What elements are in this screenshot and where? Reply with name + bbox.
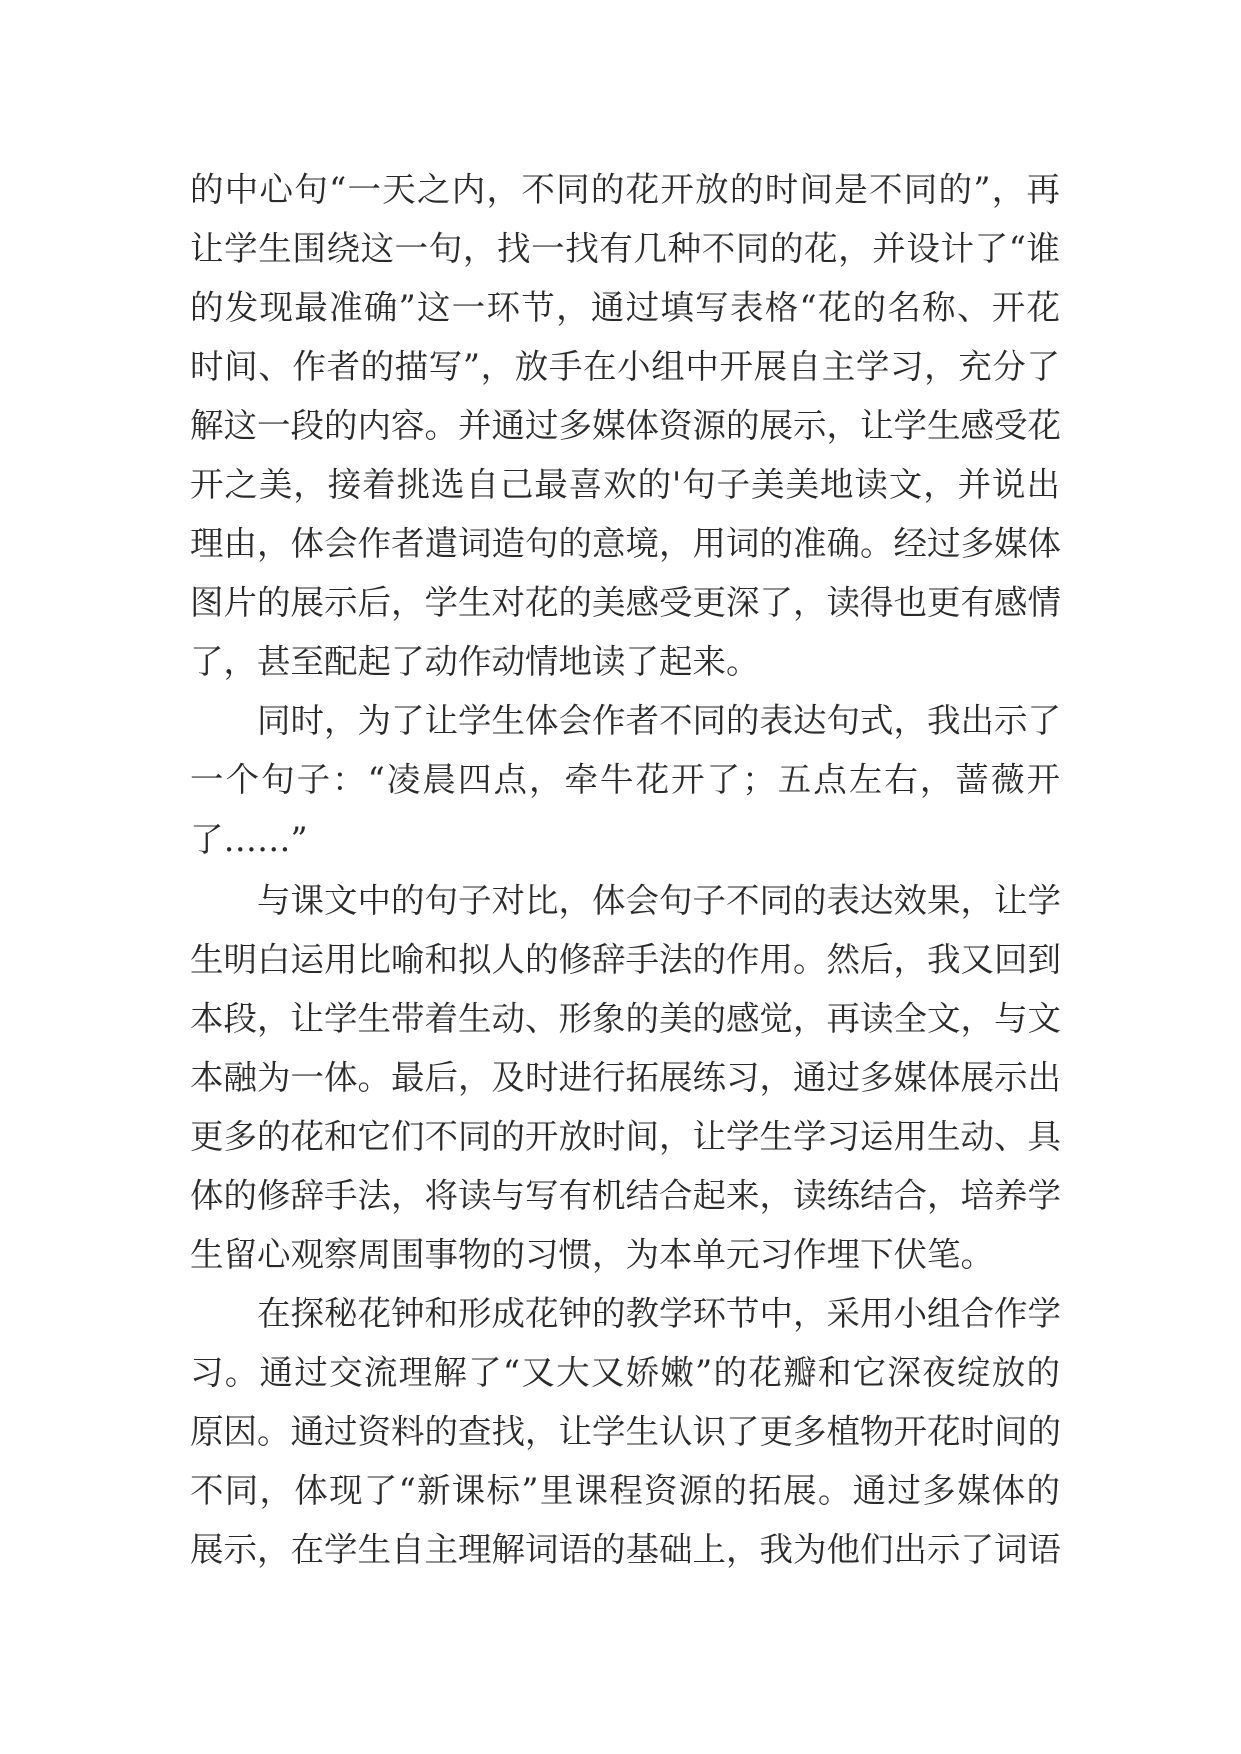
text-line: 生明白运用比喻和拟人的修辞手法的作用。然后，我又回到: [190, 940, 1061, 979]
text-line: 体的修辞手法，将读与写有机结合起来，读练结合，培养学: [190, 1176, 1061, 1215]
text-line: 让学生围绕这一句，找一找有几种不同的花，并设计了“谁: [190, 229, 1060, 268]
paragraph-first-line: 同时，为了让学生体会作者不同的表达句式，我出示了: [257, 701, 1061, 740]
text-line: 解这一段的内容。并通过多媒体资源的展示，让学生感受花: [190, 406, 1061, 445]
text-line: 的中心句“一天之内，不同的花开放的时间是不同的”，再: [190, 170, 1060, 209]
text-line: 一个句子：“凌晨四点，牵牛花开了；五点左右，蔷薇开: [190, 760, 1060, 799]
text-line: 图片的展示后，学生对花的美感受更深了，读得也更有感情: [190, 583, 1061, 622]
text-line: 本融为一体。最后，及时进行拓展练习，通过多媒体展示出: [190, 1058, 1061, 1097]
paragraph-first-line: 在探秘花钟和形成花钟的教学环节中，采用小组合作学: [257, 1294, 1061, 1333]
text-line: 了，甚至配起了动作动情地读了起来。: [190, 642, 760, 681]
text-line: 生留心观察周围事物的习惯，为本单元习作埋下伏笔。: [190, 1235, 994, 1274]
text-line: 习。通过交流理解了“又大又娇嫩”的花瓣和它深夜绽放的: [190, 1353, 1060, 1392]
text-line: 开之美，接着挑选自己最喜欢的'句子美美地读文，并说出: [190, 465, 1060, 504]
text-line: 时间、作者的描写”，放手在小组中开展自主学习，充分了: [190, 347, 1060, 386]
text-line: 原因。通过资料的查找，让学生认识了更多植物开花时间的: [190, 1412, 1061, 1451]
body-text: [190, 160, 1060, 1579]
text-line: 不同，体现了“新课标”里课程资源的拓展。通过多媒体的: [190, 1471, 1060, 1510]
text-line: 了……”: [190, 820, 308, 859]
text-line: 理由，体会作者遣词造句的意境，用词的准确。经过多媒体: [190, 524, 1061, 563]
text-line: 更多的花和它们不同的开放时间，让学生学习运用生动、具: [190, 1117, 1061, 1156]
text-line: 展示，在学生自主理解词语的基础上，我为他们出示了词语: [190, 1530, 1061, 1569]
paragraph-first-line: 与课文中的句子对比，体会句子不同的表达效果，让学: [257, 881, 1061, 920]
text-line: 的发现最准确”这一环节，通过填写表格“花的名称、开花: [190, 288, 1060, 327]
text-line: 本段，让学生带着生动、形象的美的感觉，再读全文，与文: [190, 999, 1061, 1038]
